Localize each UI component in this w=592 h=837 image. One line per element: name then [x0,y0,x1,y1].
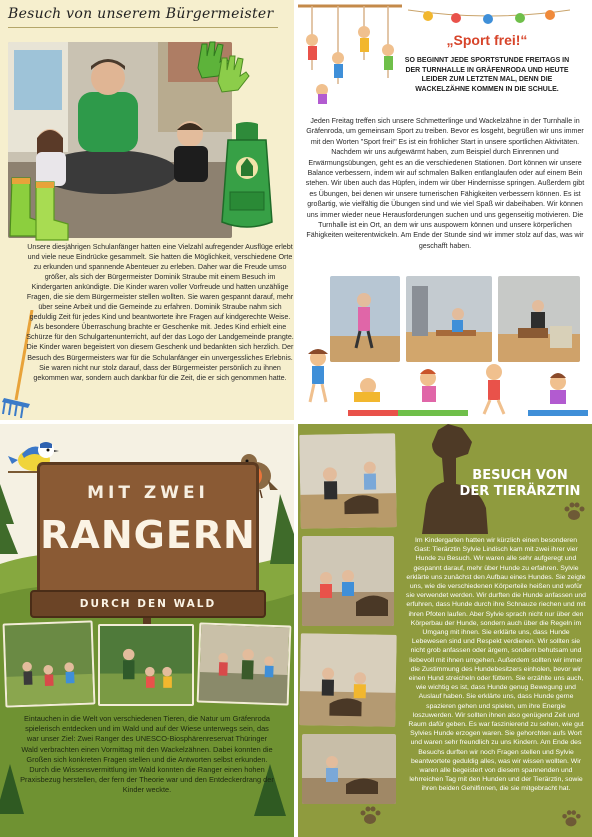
garden-gloves-icon [192,38,252,94]
vet-photo-2 [302,536,394,626]
sign-sub-text: DURCH DEN WALD [79,598,217,610]
title-divider [8,27,278,28]
apron-icon [216,122,278,232]
sport-lead: SO BEGINNT JEDE SPORTSTUNDE FREITAGS IN DER TURNHALLE IN GRÄFENRODA UND HEUTE LEIDER ZUM LETZTEN MAL, DENN DIE WACKELZÄHNE KOMMEN IN DIE SCHULE. [404,57,570,93]
paw-print-icon [358,804,382,828]
vet-photo-1 [299,433,397,529]
vet-photo-3 [299,633,397,727]
rain-boots-icon [6,174,80,246]
mayor-panel [0,0,294,420]
paw-print-icon [562,500,586,524]
ranger-photo-2 [98,624,194,706]
climbing-kids-icon [298,0,402,104]
sport-article-text: Jeden Freitag treffen sich unsere Schmetterlinge und Wackelzähne in der Turnhalle in Gräfenroda, um gemeinsam Sport zu treiben. Bevor es losgeht, begrüßen wir uns immer mit den Worten "Sport frei!" Es ist ein fröhlicher Start in unsere sportlichen Aktivitäten. Nachdem wir uns aufgewärmt haben, zum Beispiel durch Einrennen und Erwärmungsübungen, geht es an die verschiedenen Stationen. Dort können wir unsere Balance verbessern, indem wir auf schmalen Balken entlanglaufen oder auf einem Bein stehen. Wir üben auch das Hüpfen, indem wir über Hindernisse springen. Außerdem gibt es Übungen, bei denen wir unsere turnerischen Fähigkeiten verbessern können. Es ist großartig, wie vielfältig die Übungen sind und wie viel Spaß wir dabeihaben. Wir können uns immer wieder neue Herausforderungen suchen und uns gegenseitig motivieren. Die Turnhalle ist ein Ort, an dem wir uns auspowern können und unsere körperlichen Fähigkeiten weiterentwickeln. Am Ende der Stunde sind wir immer stolz auf das, was wir geschafft haben. [305,117,585,250]
vet-title: BESUCH VON DER TIERÄRZTIN [459,468,581,499]
sign-main-text: RANGERN [40,513,256,557]
vet-photo-4 [302,734,396,804]
mayor-title: Besuch von unserem Bürgermeister [8,6,274,22]
sport-panel [298,0,592,420]
vet-article-text: Im Kindergarten hatten wir kürzlich einen besonderen Gast: Tierärztin Sylvie Lindisch kam mit zwei ihrer vier Hunde zu Besuch. Wir waren alle sehr aufgeregt und gespannt darauf, mehr über Hunde zu erfahren. Sylvie erklärte uns zunächst den Aufbau eines Hundes. Sie zeigte uns, wie die verschiedenen Körperteile heißen und wofür sie verwendet werden. Wir durften die Hunde anfassen und erfuhren, dass Hunde durch ihre Schnauze riechen und mit ihren Pfoten laufen. Aber Sylvie sprach nicht nur über den Körperbau der Hunde, sondern auch über die Regeln im Umgang mit ihnen. Sie erklärte uns, dass Hunde Lebewesen sind und Respekt verdienen. Wir sollten sie nicht grob anfassen oder ärgern, sondern behutsam und liebevoll mit ihnen umgehen. Außerdem sollten wir immer die Zustimmung des Hundebesitzers einholen, bevor wir einen Hund streicheln oder füttern. Sie erzählte uns auch, wie wichtig es ist, dass Hunde genug Bewegung und Auslauf haben. Sie erklärte uns, dass Hunde gerne spazieren gehen und spielen, um ihre Energie loszuwerden. Wir sollten ihnen also genügend Zeit und Raum dafür geben. Es war faszinierend zu sehen, wie gut Sylvies Hunde erzogen waren. Sie gehorchten aufs Wort und waren sehr freundlich zu uns Kindern. Am Ende des Besuchs durften wir noch Fragen stellen und Sylvie beantwortete geduldig alles, was wir wissen wollten. Wir waren alle begeistert von diesem spannenden und lehrreichen Tag mit den Hunden und der Tierärztin, sowie ihren beiden Gehilfinnen, die sie mitgebracht hat. [406,537,586,793]
sport-title: „Sport frei!“ [446,32,528,48]
mayor-article-text: Unsere diesjährigen Schulanfänger hatten eine Vielzahl aufregender Ausflüge erlebt und viele neue Eindrücke gesammelt. Sie hatten die Möglichkeit, verschiedene Orte zu erkunden und spannende Abenteuer zu erleben. Daher war die Freude umso größer, als sich der Bürgermeister Dominik Straube mit einem Besuch im Kindergarten ankündigte. Die Kinder waren voller Vorfreude und hatten unzählige Fragen, die sie dem Bürgermeister stellen wollten. Sie waren gespannt darauf, mehr über seine Arbeit und die Gemeinde zu erfahren. Dominik Straube nahm sich geduldig Zeit für jedes Kind und beantwortete ihre Fragen auf kindgerechte Weise. Als besondere Überraschung brachte er Geschenke mit. Jedes Kind erhielt eine Schürze für den Schulgartenunterricht, auf der das Logo der Landgemeinde prangte. Die Kinder waren begeistert von diesem Geschenk und bedankten sich herzlich. Der Besuch des Bürgermeisters war für die Schulanfänger ein unvergessliches Erlebnis. Sie waren nicht nur stolz darauf, dass der Bürgermeister persönlich zu ihnen gekommen war, sondern auch dankbar für die Zeit, die er sich genommen hatte. [26,243,294,382]
wooden-sign [37,462,259,602]
ranger-photo-3 [197,622,292,705]
wooden-plank [30,590,266,618]
balloons-icon [408,6,570,24]
vet-panel [298,424,592,837]
sign-top-text: MIT ZWEI [87,483,209,503]
ranger-article-text: Eintauchen in die Welt von verschiedenen Tieren, die Natur um Gräfenroda spielerisch entdecken und im Wald und auf der Wiese unterwegs sein, das war unser Ziel: Zwei Ranger des UNESCO-Biosphärenreservat Thüringer Wald verbrachten einen Vormittag mit den Wackelzähnen. Dabei konnten die Großen sich konkreten Fragen stellen und die Antworten selbst erkunden. Durch die Wissensvermittlung im Wald konnten die Ranger einen hohen Praxisbezug herstellen, der fern der Theorie war und den Entdeckerdrang der Kinder weckte. [20,714,274,795]
ranger-photo-1 [3,620,96,707]
paw-print-icon [560,808,582,830]
exercising-kids-icon [298,344,592,420]
ranger-panel [0,424,294,837]
